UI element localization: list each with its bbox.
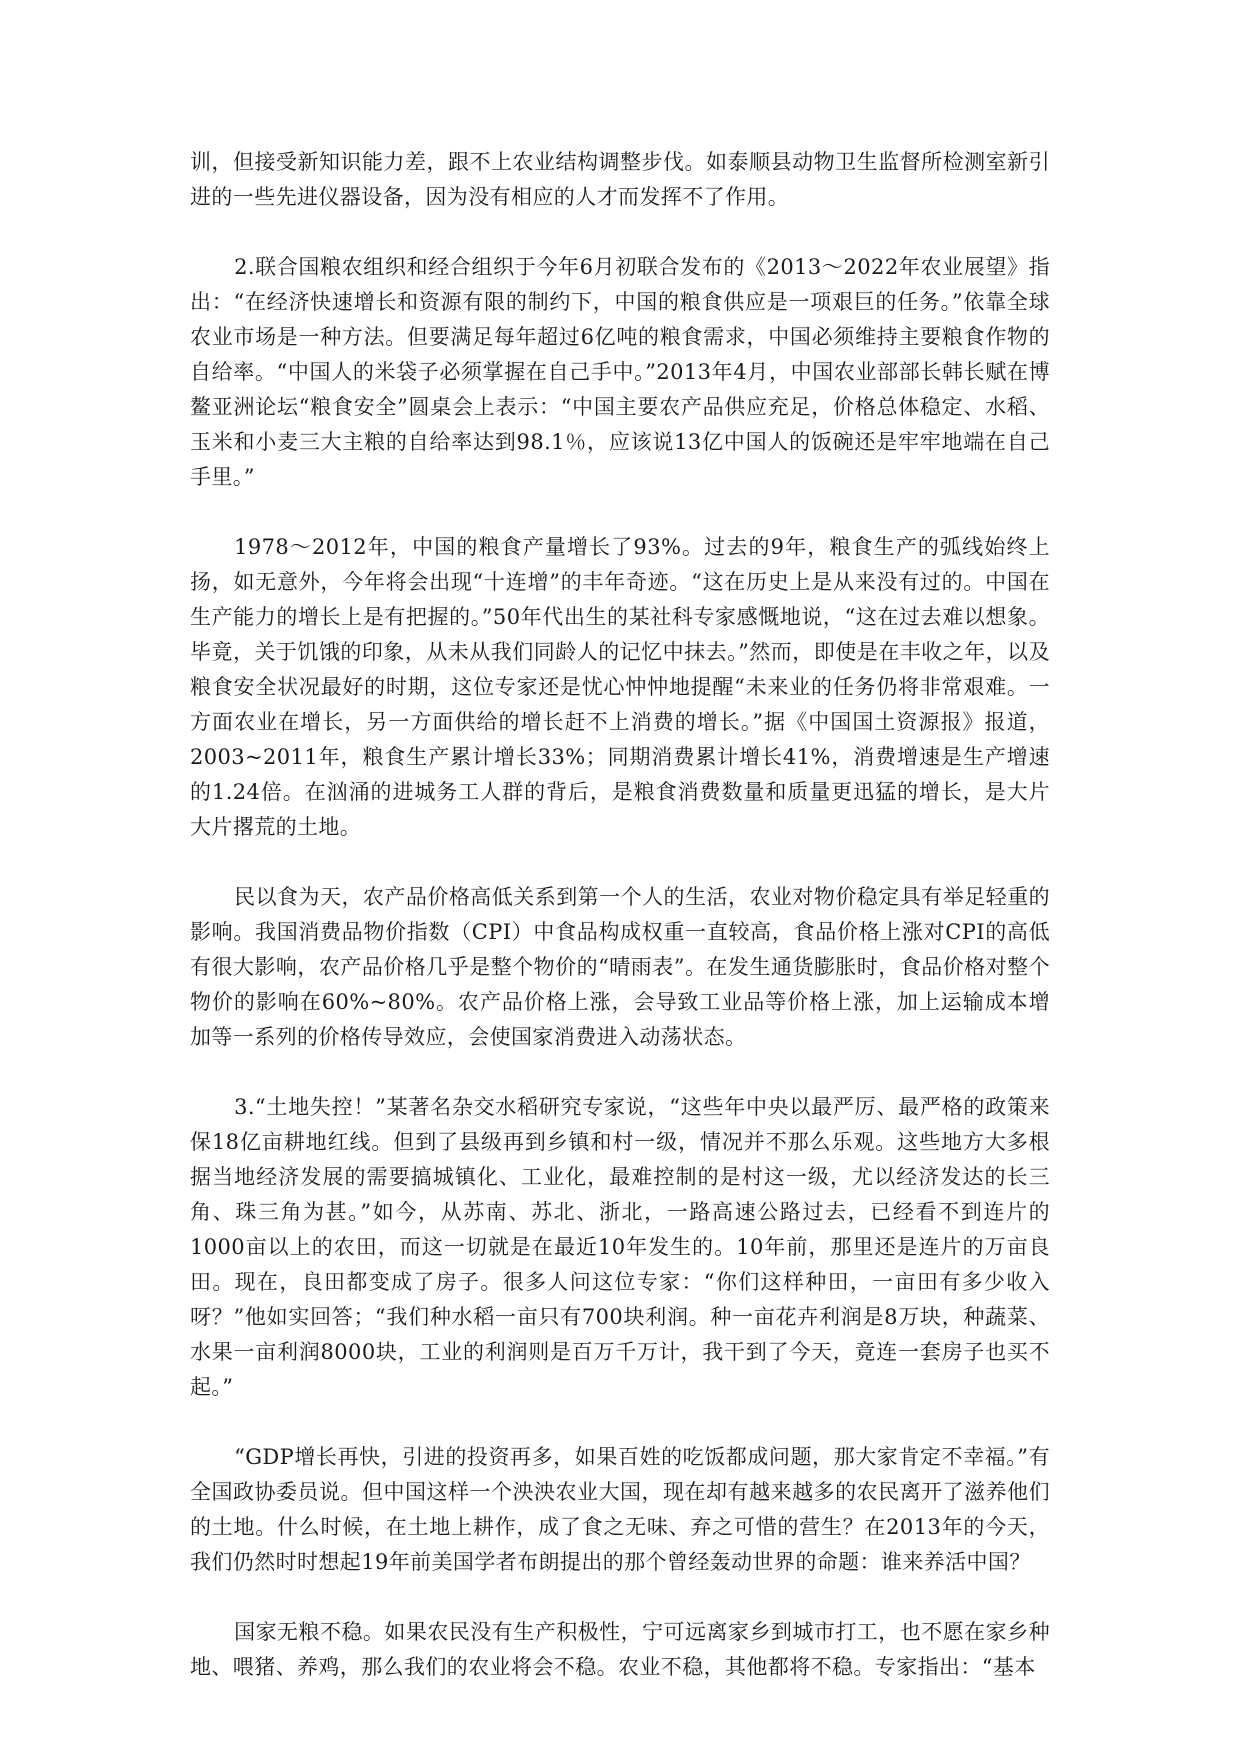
paragraph-continuation: 训，但接受新知识能力差，跟不上农业结构调整步伐。如泰顺县动物卫生监督所检测室新引进的一些先进仪器设备，因为没有相应的人才而发挥不了作用。	[190, 150, 1050, 209]
paragraph-national-stability: 国家无粮不稳。如果农民没有生产积极性，宁可远离家乡到城市打工，也不愿在家乡种地、喂猪、养鸡，那么我们的农业将会不稳。农业不稳，其他都将不稳。专家指出：“基本	[190, 1620, 1050, 1679]
paragraph-grain-output: 1978～2012年，中国的粮食产量增长了93%。过去的9年，粮食生产的弧线始终上扬，如无意外，今年将会出现“十连增”的丰年奇迹。“这在历史上是从来没有过的。中国在生产能力的增长上是有把握的。”50年代出生的某社科专家感慨地说，“这在过去难以想象。毕竟，关于饥饿的印象，从未从我们同龄人的记忆中抹去。”然而，即使是在丰收之年，以及粮食安全状况最好的时期，这位专家还是忧心忡忡地提醒“未来业的任务仍将非常艰难。一方面农业在增长，另一方面供给的增长赶不上消费的增长。”据《中国国土资源报》报道，2003~2011年，粮食生产累计增长33%；同期消费累计增长41%，消费增速是生产增速的1.24倍。在汹涌的进城务工人群的背后，是粮食消费数量和质量更迅猛的增长，是大片大片撂荒的土地。	[190, 535, 1050, 839]
document-page	[190, 145, 1050, 1685]
paragraph-land-control: 3.“土地失控！”某著名杂交水稻研究专家说，“这些年中央以最严厉、最严格的政策来保18亿亩耕地红线。但到了县级再到乡镇和村一级，情况并不那么乐观。这些地方大多根据当地经济发展的需要搞城镇化、工业化，最难控制的是村这一级，尤以经济发达的长三角、珠三角为甚。”如今，从苏南、苏北、浙北，一路高速公路过去，已经看不到连片的1000亩以上的农田，而这一切就是在最近10年发生的。10年前，那里还是连片的万亩良田。现在，良田都变成了房子。很多人问这位专家：“你们这样种田，一亩田有多少收入呀？”他如实回答；“我们种水稻一亩只有700块利润。种一亩花卉利润是8万块，种蔬菜、水果一亩利润8000块，工业的利润则是百万千万计，我干到了今天，竟连一套房子也买不起。”	[190, 1095, 1050, 1399]
paragraph-grain-outlook: 2.联合国粮农组织和经合组织于今年6月初联合发布的《2013～2022年农业展望》指出：“在经济快速增长和资源有限的制约下，中国的粮食供应是一项艰巨的任务。”依靠全球农业市场是一种方法。但要满足每年超过6亿吨的粮食需求，中国必须维持主要粮食作物的自给率。“中国人的米袋子必须掌握在自己手中。”2013年4月，中国农业部部长韩长赋在博鳌亚洲论坛“粮食安全”圆桌会上表示：“中国主要农产品供应充足，价格总体稳定、水稻、玉米和小麦三大主粮的自给率达到98.1％，应该说13亿中国人的饭碗还是牢牢地端在自己手里。”	[190, 255, 1050, 489]
paragraph-food-prices: 民以食为天，农产品价格高低关系到第一个人的生活，农业对物价稳定具有举足轻重的影响。我国消费品物价指数（CPI）中食品构成权重一直较高，食品价格上涨对CPI的高低有很大影响，农产品价格几乎是整个物价的“晴雨表”。在发生通货膨胀时，食品价格对整个物价的影响在60%~80%。农产品价格上涨，会导致工业品等价格上涨，加上运输成本增加等一系列的价格传导效应，会使国家消费进入动荡状态。	[190, 885, 1050, 1049]
paragraph-gdp-growth: “GDP增长再快，引进的投资再多，如果百姓的吃饭都成问题，那大家肯定不幸福。”有全国政协委员说。但中国这样一个泱泱农业大国，现在却有越来越多的农民离开了滋养他们的土地。什么时候，在土地上耕作，成了食之无味、弃之可惜的营生？在2013年的今天，我们仍然时时想起19年前美国学者布朗提出的那个曾经轰动世界的命题：谁来养活中国？	[190, 1445, 1050, 1574]
